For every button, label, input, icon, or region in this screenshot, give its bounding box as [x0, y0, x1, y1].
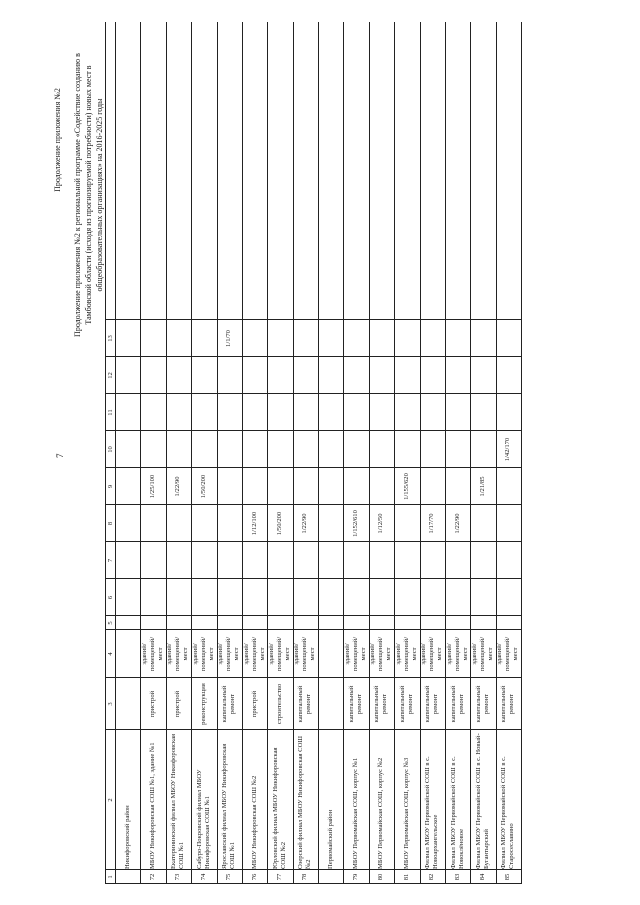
unit-of-measure: зданий/ помещений/ мест: [394, 636, 418, 672]
year-value-8: 1/152/610: [352, 510, 360, 537]
grid-vline: [105, 578, 521, 579]
institution-name: МБОУ Никифоровская СОШ №2: [250, 775, 258, 869]
row-number: 73: [174, 873, 182, 881]
institution-name: Филиал МБОУ Первомайской СОШ в с. Новоархангельское: [424, 756, 440, 869]
unit-of-measure: зданий/ помещений/ мест: [445, 636, 469, 672]
grid-vline: [105, 393, 521, 394]
year-value-8: 1/22/90: [301, 513, 309, 534]
work-type: пристрой: [149, 690, 157, 718]
unit-of-measure: зданий/ помещений/ мест: [166, 636, 190, 672]
row-number: 72: [149, 873, 157, 881]
row-number: 84: [478, 873, 486, 881]
row-number: 80: [377, 873, 385, 881]
grid-hline: [470, 22, 471, 884]
institution-name: Филиал МБОУ Первомайской СОШ в с. Новоклёновое: [449, 756, 465, 869]
grid-hline: [420, 22, 421, 884]
year-value-9: 1/155/620: [402, 473, 410, 500]
grid-vline: [105, 467, 521, 468]
work-type: капитальный ремонт: [373, 685, 389, 723]
work-type: капитальный ремонт: [449, 685, 465, 723]
region-group-label: Первомайский район: [326, 809, 334, 869]
institution-name: Екатерининский филиал МБОУ Никифоровская СОШ №1: [170, 733, 186, 869]
work-type: строительство: [275, 683, 283, 725]
work-type: реконструкция: [199, 683, 207, 725]
work-type: капитальный ремонт: [348, 685, 364, 723]
grid-vline: [105, 677, 521, 678]
column-number: 6: [106, 595, 114, 600]
year-value-8: 1/12/100: [250, 511, 258, 536]
unit-of-measure: зданий/ помещений/ мест: [369, 636, 393, 672]
unit-of-measure: зданий/ помещений/ мест: [217, 636, 241, 672]
region-group-label: Никифоровский район: [123, 805, 131, 869]
column-number: 7: [106, 558, 114, 563]
grid-vline: [105, 541, 521, 542]
column-number: 8: [106, 521, 114, 526]
row-number: 82: [428, 873, 436, 881]
grid-vline: [105, 869, 521, 870]
institution-name: МБОУ Первомайская СОШ, корпус №1: [352, 757, 360, 869]
row-number: 85: [504, 873, 512, 881]
work-type: пристрой: [174, 690, 182, 718]
year-value-9: 1/21/85: [478, 476, 486, 497]
grid-vline: [105, 615, 521, 616]
work-type: капитальный ремонт: [500, 685, 516, 723]
unit-of-measure: зданий/ помещений/ мест: [267, 636, 291, 672]
grid-hline: [166, 22, 167, 884]
year-value-13: 1/1/70: [225, 330, 233, 347]
grid-hline: [521, 22, 522, 884]
grid-vline: [105, 883, 521, 884]
year-value-8: 1/17/70: [428, 513, 436, 534]
row-number: 74: [199, 873, 207, 881]
appendix-description: Продолжение приложения №2 к региональной программе «Содействие созданию в Тамбовской области (исходя из прогнозируемой потребности) новых мест в общеобразовательных организациях» на 2016-2025 годы: [73, 53, 104, 337]
grid-vline: [105, 319, 521, 320]
column-number: 4: [106, 652, 114, 656]
row-number: 75: [225, 873, 233, 881]
grid-hline: [115, 22, 116, 884]
institution-name: Филиал МБОУ Первомайской СОШ в с. Старосеславино: [500, 756, 516, 869]
row-number: 77: [275, 873, 283, 881]
unit-of-measure: зданий/ помещений/ мест: [344, 636, 368, 672]
institution-name: Сабуро-Покровский филиал МБОУ Никифоровская СОШ №1: [195, 769, 211, 869]
grid-vline: [105, 729, 521, 730]
unit-of-measure: зданий/ помещений/ мест: [496, 636, 520, 672]
column-number: 3: [106, 702, 114, 706]
unit-of-measure: зданий/ помещений/ мест: [141, 636, 165, 672]
institution-name: МБОУ Первомайская СОШ, корпус №2: [377, 757, 385, 869]
institution-name: Озерский филиал МБОУ Никифоровская СОШ №2: [297, 736, 313, 869]
institution-name: Филиал МБОУ Первомайской СОШ в с. Новый-Бугантырский: [474, 733, 490, 869]
row-number: 79: [352, 873, 360, 881]
unit-of-measure: зданий/ помещений/ мест: [293, 636, 317, 672]
grid-hline: [318, 22, 319, 884]
grid-hline: [293, 22, 294, 884]
grid-hline: [343, 22, 344, 884]
unit-of-measure: зданий/ помещений/ мест: [242, 636, 266, 672]
institution-name: МБОУ Первомайская СОШ, корпус №3: [402, 757, 410, 869]
column-number: 1: [106, 875, 114, 879]
institution-name: Юрловский филиал МБОУ Никифоровская СОШ №2: [271, 747, 287, 869]
column-number: 9: [106, 484, 114, 489]
column-number: 2: [106, 798, 114, 802]
grid-hline: [191, 22, 192, 884]
unit-of-measure: зданий/ помещений/ мест: [420, 636, 444, 672]
institution-name: МБОУ Никифоровская СОШ №1, здание №1: [149, 742, 157, 869]
work-type: капитальный ремонт: [221, 685, 237, 723]
column-number: 11: [106, 409, 114, 416]
column-number: 13: [106, 335, 114, 342]
grid-hline: [140, 22, 141, 884]
grid-hline: [445, 22, 446, 884]
unit-of-measure: зданий/ помещений/ мест: [191, 636, 215, 672]
year-value-8: 1/12/50: [377, 513, 385, 534]
row-number: 76: [250, 873, 258, 881]
year-value-8: 1/50/200: [275, 511, 283, 536]
grid-vline: [105, 356, 521, 357]
grid-hline: [105, 22, 106, 884]
year-value-9: 1/22/90: [174, 476, 182, 497]
year-value-9: 1/25/100: [149, 474, 157, 499]
institution-name: Ярославский филиал МБОУ Никифоровская СОШ №1: [221, 743, 237, 869]
grid-hline: [242, 22, 243, 884]
grid-hline: [394, 22, 395, 884]
grid-hline: [267, 22, 268, 884]
year-value-8: 1/22/90: [453, 513, 461, 534]
grid-vline: [105, 430, 521, 431]
work-type: капитальный ремонт: [398, 685, 414, 723]
grid-hline: [217, 22, 218, 884]
schools-table: [105, 22, 521, 884]
row-number: 81: [402, 873, 410, 881]
appendix-title: Продолжение приложения №2: [53, 88, 62, 192]
page-number: 7: [55, 453, 65, 458]
year-value-9: 1/50/200: [199, 474, 207, 499]
grid-hline: [496, 22, 497, 884]
work-type: пристрой: [250, 690, 258, 718]
grid-hline: [369, 22, 370, 884]
work-type: капитальный ремонт: [424, 685, 440, 723]
row-number: 83: [453, 873, 461, 881]
row-number: 78: [301, 873, 309, 881]
year-value-10: 1/42/170: [504, 437, 512, 462]
work-type: капитальный ремонт: [297, 685, 313, 723]
grid-vline: [105, 629, 521, 630]
column-number: 5: [106, 621, 114, 625]
unit-of-measure: зданий/ помещений/ мест: [470, 636, 494, 672]
column-number: 12: [106, 372, 114, 379]
work-type: капитальный ремонт: [474, 685, 490, 723]
column-number: 10: [106, 446, 114, 453]
grid-vline: [105, 504, 521, 505]
